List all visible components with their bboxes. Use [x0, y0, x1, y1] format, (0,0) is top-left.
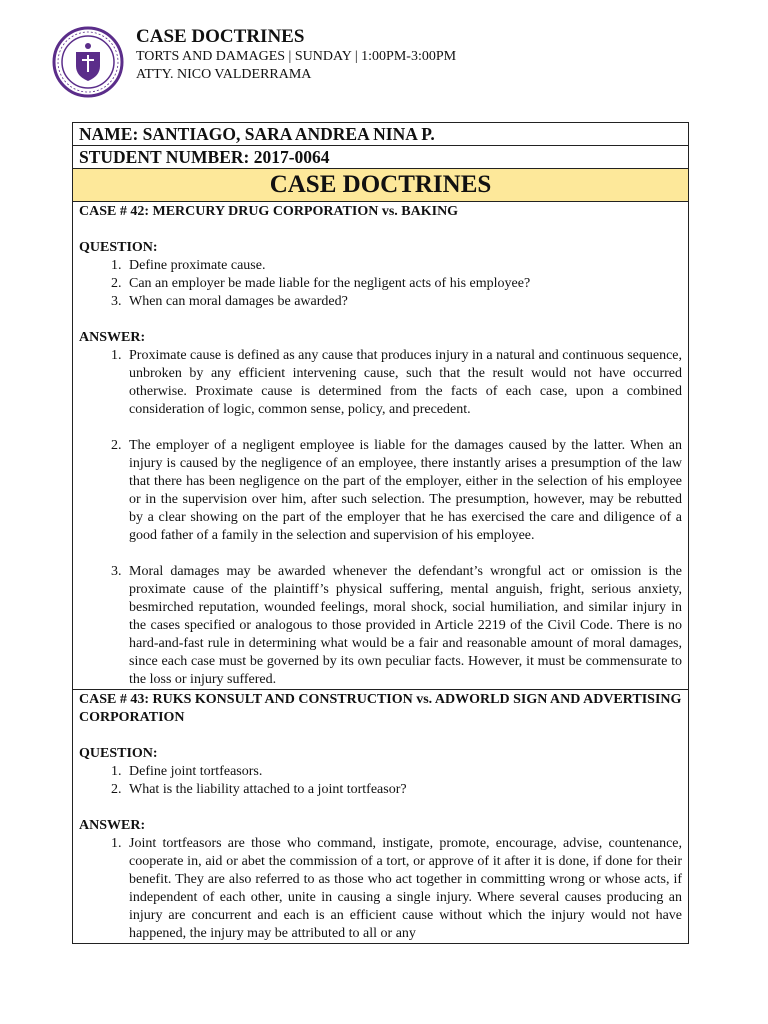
question-item: 3. When can moral damages be awarded? — [125, 293, 682, 311]
case-section — [73, 202, 688, 689]
answer-list — [79, 347, 682, 689]
question-item: 1. Define joint tortfeasors. — [125, 763, 682, 781]
header-title: CASE DOCTRINES — [136, 26, 305, 47]
question-label: QUESTION: — [79, 746, 158, 761]
document-header — [52, 22, 732, 102]
case-title: CASE # 43: RUKS KONSULT AND CONSTRUCTION vs. ADWORLD SIGN AND ADVERTISING CORPORATION — [79, 692, 682, 725]
question-item: 2. What is the liability attached to a joint tortfeasor? — [125, 781, 682, 799]
university-seal-icon — [52, 26, 124, 98]
answer-item: 1. Proximate cause is defined as any cause that produces injury in a natural and continuous sequence, unbroken by any efficient intervening cause, such that the result would not have occurred otherwise. Proximate cause is determined from the facts of each case, upon a combined consideration of logic, common sense, policy, and precedent. — [125, 347, 682, 419]
question-list — [79, 763, 682, 799]
case-title: CASE # 42: MERCURY DRUG CORPORATION vs. BAKING — [79, 204, 459, 219]
doctrine-table — [72, 122, 689, 944]
header-text — [136, 26, 456, 84]
answer-item: 3. Moral damages may be awarded whenever the defendant’s wrongful act or omission is the proximate cause of the plaintiff’s physical suffering, mental anguish, fright, serious anxiety, besmirched reputation, wounded feelings, moral shock, social humiliation, and similar injury in the cases specified or analogous to those provided in Article 2219 of the Civil Code. There is no hard-and-fast rule in determining what would be a fair and reasonable amount of moral damages, since each case must be governed by its own peculiar facts. However, it must be commensurate to the loss or injury suffered. — [125, 563, 682, 689]
question-label: QUESTION: — [79, 240, 158, 255]
answer-item: 1. Joint tortfeasors are those who command, instigate, promote, encourage, advise, countenance, cooperate in, aid or abet the commission of a tort, or approve of it after it is done, if done for their benefit. They are also referred to as those who act together in committing wrong or whose acts, if independent of each other, unite in causing a single injury. Where several causes producing an injury are concurrent and each is an efficient cause without which the injury would not have happened, the injury may be attributed to all or any — [125, 835, 682, 943]
header-instructor-line: ATTY. NICO VALDERRAMA — [136, 67, 312, 82]
student-number: STUDENT NUMBER: 2017-0064 — [73, 146, 688, 169]
question-list — [79, 257, 682, 311]
answer-item: 2. The employer of a negligent employee is liable for the damages caused by the latter. When an injury is caused by the negligence of an employee, there instantly arises a presumption of the law that there has been negligence on the part of the employer, either in the selection of his employee or in the supervision over him, after such selection. The presumption, however, may be rebutted by a clear showing on the part of the employer that he has exercised the care and diligence of a good father of a family in the selection and supervision of his employee. — [125, 437, 682, 545]
answer-list — [79, 835, 682, 943]
question-item: 2. Can an employer be made liable for the negligent acts of his employee? — [125, 275, 682, 293]
answer-label: ANSWER: — [79, 330, 146, 345]
student-name: NAME: SANTIAGO, SARA ANDREA NINA P. — [73, 123, 688, 146]
question-item: 1. Define proximate cause. — [125, 257, 682, 275]
answer-label: ANSWER: — [79, 818, 146, 833]
case-section — [73, 689, 688, 943]
header-course-line: TORTS AND DAMAGES | SUNDAY | 1:00PM-3:00PM — [136, 49, 457, 64]
case-doctrines-banner: CASE DOCTRINES — [73, 169, 688, 202]
